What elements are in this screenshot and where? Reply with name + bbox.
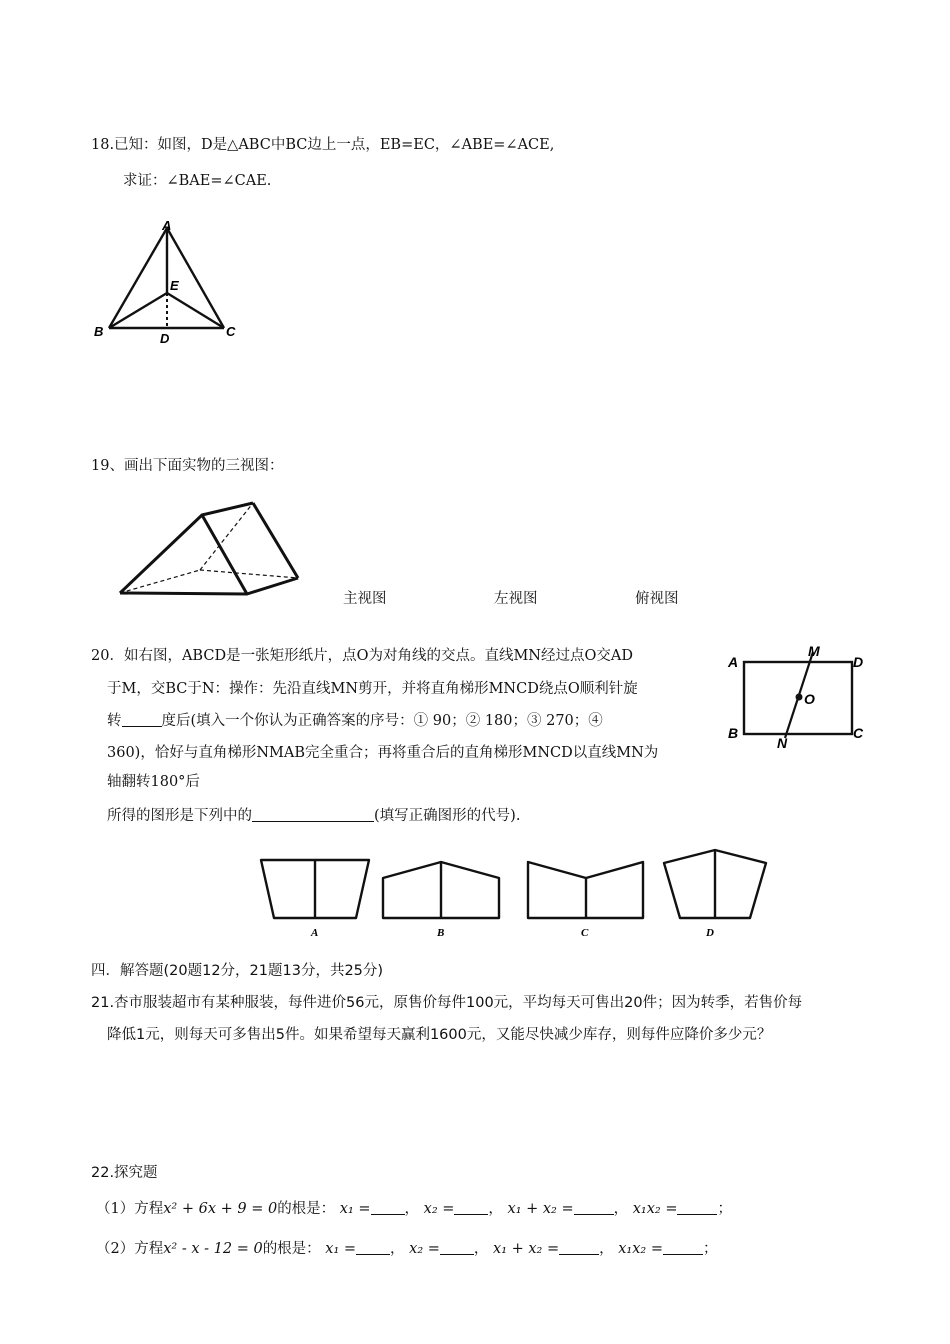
q22-part1-x2-label: x₂ = <box>423 1201 455 1217</box>
q22-part1-sum-blank[interactable] <box>574 1200 614 1215</box>
q22-part2-x1-label: x₁ = <box>325 1241 357 1257</box>
q19-left-view-label: 左视图 <box>494 591 538 607</box>
q22-part1-equation: x² + 6x + 9 = 0 <box>163 1201 278 1217</box>
q18-label-e: E <box>170 278 179 293</box>
q20-label-d: D <box>853 654 864 670</box>
q20-text-line4: 360)，恰好与直角梯形NMAB完全重合；再将重合后的直角梯形MNCD以直线MN为 <box>107 745 659 761</box>
q22-part1-prod-label: x₁x₂ = <box>632 1201 678 1217</box>
q22-part1-x1-blank[interactable] <box>371 1200 405 1215</box>
q20-text-line1: 20．如右图，ABCD是一张矩形纸片，点O为对角线的交点。直线MN经过点O交AD <box>91 648 633 664</box>
q20-label-n: N <box>777 735 788 748</box>
q20-line6-suffix: (填写正确图形的代号). <box>374 808 521 824</box>
q20-rotation-blank[interactable] <box>122 712 162 727</box>
q22-part2-sum-blank[interactable] <box>559 1240 599 1255</box>
q20-rectangle-figure <box>724 638 874 748</box>
q22-part1-prod-blank[interactable] <box>677 1200 717 1215</box>
q20-line3-prefix: 转 <box>107 713 122 729</box>
q20-label-c: C <box>853 725 864 741</box>
q22-part1-x1-label: x₁ = <box>339 1201 371 1217</box>
q20-figure-answer-blank[interactable] <box>252 807 374 822</box>
q18-text-line1: 18.已知：如图，D是△ABC中BC边上一点，EB=EC，∠ABE=∠ACE, <box>91 137 555 153</box>
q18-label-d: D <box>160 331 170 346</box>
q22-title: 22.探究题 <box>91 1165 158 1181</box>
q22-part2-prod-label: x₁x₂ = <box>618 1241 663 1257</box>
q18-triangle-figure <box>88 212 248 352</box>
q22-part1-sum-label: x₁ + x₂ = <box>507 1201 574 1217</box>
q22-part2-sum-label: x₁ + x₂ = <box>493 1241 560 1257</box>
q20-option-c-label: C <box>581 927 589 939</box>
q22-part2-equation: x² - x - 12 = 0 <box>163 1241 263 1257</box>
q19-prism-figure <box>112 498 308 600</box>
q20-line6-prefix: 所得的图形是下列中的 <box>107 808 252 824</box>
q20-label-m: M <box>808 643 820 659</box>
q20-line3-suffix: 度后(填入一个你认为正确答案的序号：① 90；② 180；③ 270；④ <box>161 713 603 729</box>
q22-part1-suffix: 的根是： <box>277 1201 336 1217</box>
section-4-heading: 四．解答题(20题12分，21题13分，共25分) <box>91 963 384 979</box>
q22-part2: （2）方程x² - x - 12 = 0的根是： x₁ = ， x₂ = ， x₁ + x₂ = ， x₁x₂ = ； <box>96 1241 718 1257</box>
q21-text-line1: 21.杏市服装超市有某种服装，每件进价56元，原售价每件100元，平均每天可售出20件；因为转季，若售价每 <box>91 995 803 1011</box>
q20-text-line6 <box>107 806 520 826</box>
q20-label-o: O <box>804 691 815 707</box>
q20-option-figures <box>256 840 776 946</box>
q19-text: 19、画出下面实物的三视图： <box>91 458 284 474</box>
q21-text-line2: 降低1元，则每天可多售出5件。如果希望每天赢利1600元，又能尽快减少库存，则每件应降价多少元？ <box>107 1027 772 1043</box>
q19-front-view-label: 主视图 <box>343 591 387 607</box>
q22-part1-x2-blank[interactable] <box>454 1200 488 1215</box>
q20-option-d-label: D <box>706 927 714 939</box>
q22-part2-prefix: （2）方程 <box>96 1241 164 1257</box>
q20-text-line5: 轴翻转180°后 <box>107 774 200 790</box>
q22-part1-prefix: （1）方程 <box>96 1201 164 1217</box>
q20-label-b: B <box>728 725 739 741</box>
q18-label-c: C <box>226 324 236 339</box>
q22-part2-x2-label: x₂ = <box>409 1241 440 1257</box>
q22-part2-x1-blank[interactable] <box>356 1240 390 1255</box>
q20-text-line3 <box>107 711 603 731</box>
q22-part2-x2-blank[interactable] <box>440 1240 474 1255</box>
q20-option-b-label: B <box>437 927 445 939</box>
q20-text-line2: 于M，交BC于N：操作：先沿直线MN剪开，并将直角梯形MNCD绕点O顺利针旋 <box>107 681 638 697</box>
q19-top-view-label: 俯视图 <box>635 591 679 607</box>
q18-text-line2: 求证：∠BAE=∠CAE. <box>123 173 272 189</box>
q20-option-a-label: A <box>311 927 319 939</box>
q18-label-a: A <box>162 218 172 233</box>
q22-part2-prod-blank[interactable] <box>663 1240 703 1255</box>
q18-label-b: B <box>94 324 104 339</box>
q20-label-a: A <box>728 654 739 670</box>
q22-part2-suffix: 的根是： <box>262 1241 321 1257</box>
q22-part1: （1）方程x² + 6x + 9 = 0的根是： x₁ = ， x₂ = ， x₁ + x₂ = ， x₁x₂ = ； <box>96 1201 732 1217</box>
